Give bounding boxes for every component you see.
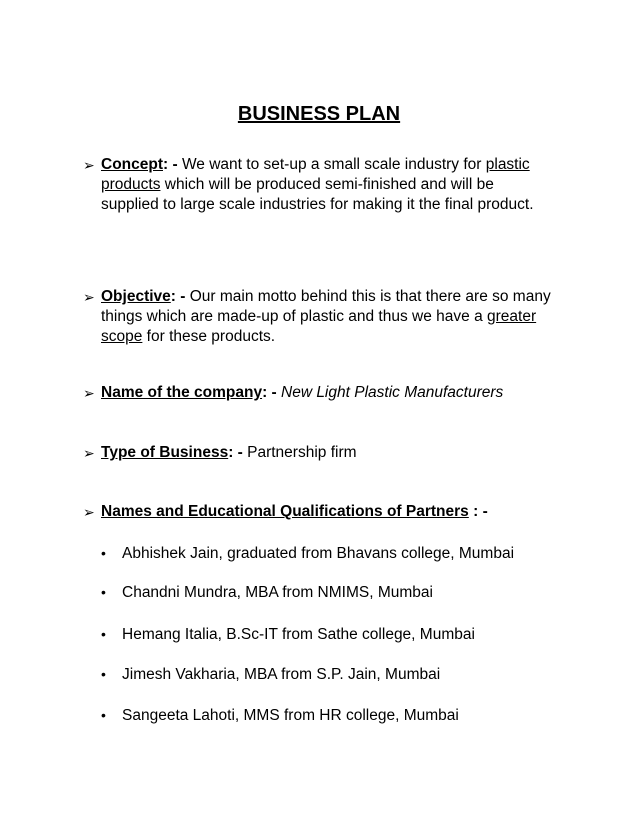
partner-text: Jimesh Vakharia, MBA from S.P. Jain, Mumbai <box>122 666 441 683</box>
business-type-value: Partnership firm <box>247 444 357 461</box>
section-concept <box>83 155 553 215</box>
objective-text-start: Our main motto behind this is that there are so many things which are made-up of plastic and thus we have a <box>101 288 551 325</box>
objective-text-end: for these products. <box>142 328 276 345</box>
list-item <box>101 705 459 726</box>
partner-text: Abhishek Jain, graduated from Bhavans college, Mumbai <box>122 545 515 562</box>
arrow-bullet-icon: ➢ <box>83 289 95 305</box>
arrow-bullet-icon: ➢ <box>83 445 95 461</box>
objective-underlined-text: greater scope <box>101 308 537 345</box>
partner-text: Chandni Mundra, MBA from NMIMS, Mumbai <box>122 584 433 601</box>
concept-paragraph <box>101 155 553 215</box>
list-item <box>101 664 440 685</box>
company-line <box>101 383 553 403</box>
objective-paragraph <box>101 287 553 347</box>
section-business-type <box>83 443 553 463</box>
list-item <box>101 624 475 645</box>
partner-text: Sangeeta Lahoti, MMS from HR college, Mumbai <box>122 707 459 724</box>
bullet-icon: • <box>101 545 106 561</box>
partner-text: Hemang Italia, B.Sc-IT from Sathe college, Mumbai <box>122 626 475 643</box>
partners-heading-line <box>101 502 553 522</box>
objective-heading: Objective <box>101 288 171 305</box>
partners-heading: Names and Educational Qualifications of Partners <box>101 503 469 520</box>
company-name: New Light Plastic Manufacturers <box>281 384 504 401</box>
arrow-bullet-icon: ➢ <box>83 157 95 173</box>
concept-heading: Concept <box>101 156 163 173</box>
concept-text-end: which will be produced semi-finished and will be supplied to large scale industries for making it the final product. <box>101 176 534 213</box>
bullet-icon: • <box>101 707 106 723</box>
concept-underlined-text: plastic products <box>101 156 530 193</box>
section-objective <box>83 287 553 347</box>
list-item <box>101 582 433 603</box>
bullet-icon: • <box>101 626 106 642</box>
concept-separator: : - <box>163 156 182 173</box>
company-heading: Name of the company <box>101 384 263 401</box>
business-type-separator: : - <box>228 444 248 461</box>
arrow-bullet-icon: ➢ <box>83 385 95 401</box>
arrow-bullet-icon: ➢ <box>83 504 95 520</box>
page-title: BUSINESS PLAN <box>237 103 401 125</box>
partners-separator: : - <box>468 503 488 520</box>
section-company <box>83 383 553 403</box>
bullet-icon: • <box>101 666 106 682</box>
list-item <box>101 543 514 564</box>
concept-text-start: We want to set-up a small scale industry for <box>181 156 486 173</box>
business-type-line <box>101 443 553 463</box>
bullet-icon: • <box>101 584 106 600</box>
company-separator: : - <box>262 384 281 401</box>
section-partners <box>83 502 553 522</box>
objective-separator: : - <box>170 288 190 305</box>
business-type-heading: Type of Business <box>101 444 229 461</box>
